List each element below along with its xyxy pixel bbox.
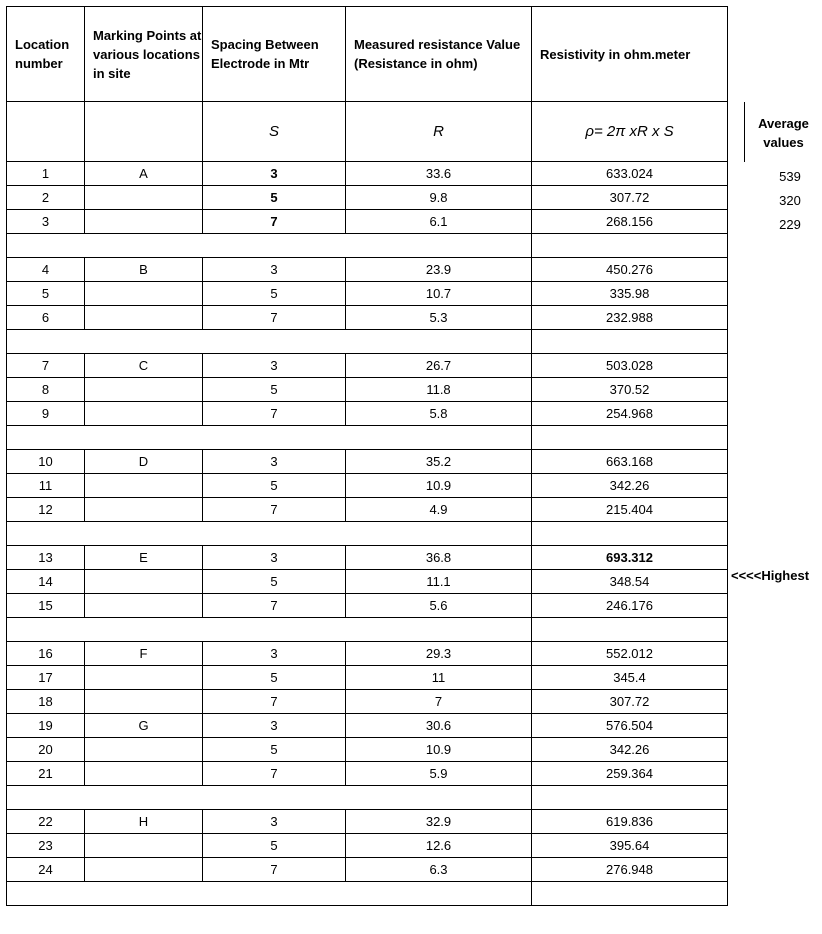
location-cell: 20	[7, 738, 85, 762]
spacer-row	[7, 426, 728, 450]
spacing-cell: 3	[203, 714, 346, 738]
marking-point-cell	[85, 210, 203, 234]
table-row	[7, 762, 728, 786]
resistivity-cell: 254.968	[532, 402, 728, 426]
spacer-cell	[7, 522, 532, 546]
table-row	[7, 642, 728, 666]
marking-point-cell: C	[85, 354, 203, 378]
resistivity-cell: 348.54	[532, 570, 728, 594]
location-cell: 18	[7, 690, 85, 714]
resistance-cell: 33.6	[346, 162, 532, 186]
marking-point-cell	[85, 498, 203, 522]
spacer-cell	[532, 426, 728, 450]
location-cell: 5	[7, 282, 85, 306]
spacing-cell: 5	[203, 378, 346, 402]
spacing-cell: 7	[203, 402, 346, 426]
marking-point-cell	[85, 834, 203, 858]
table-row	[7, 834, 728, 858]
spacing-cell: 7	[203, 858, 346, 882]
resistivity-cell: 693.312	[532, 546, 728, 570]
resistivity-cell: 342.26	[532, 474, 728, 498]
location-cell: 23	[7, 834, 85, 858]
spacer-cell	[7, 786, 532, 810]
table-row	[7, 570, 728, 594]
location-cell: 22	[7, 810, 85, 834]
spacer-cell	[532, 618, 728, 642]
table-row	[7, 306, 728, 330]
resistance-cell: 5.3	[346, 306, 532, 330]
table-row	[7, 258, 728, 282]
resistance-cell: 10.7	[346, 282, 532, 306]
table-row	[7, 738, 728, 762]
spacing-cell: 7	[203, 690, 346, 714]
resistivity-cell: 342.26	[532, 738, 728, 762]
resistance-cell: 4.9	[346, 498, 532, 522]
spacer-cell	[532, 234, 728, 258]
spacer-row	[7, 786, 728, 810]
resistance-cell: 5.8	[346, 402, 532, 426]
resistivity-cell: 450.276	[532, 258, 728, 282]
spacer-cell	[7, 618, 532, 642]
resistivity-cell: 395.64	[532, 834, 728, 858]
resistivity-cell: 552.012	[532, 642, 728, 666]
table-row	[7, 546, 728, 570]
resistance-cell: 10.9	[346, 738, 532, 762]
table-row	[7, 858, 728, 882]
resistivity-header: Resistivity in ohm.meter	[532, 7, 728, 102]
resistivity-cell: 307.72	[532, 690, 728, 714]
resistance-cell: 23.9	[346, 258, 532, 282]
resistance-cell: 29.3	[346, 642, 532, 666]
spacer-row	[7, 882, 728, 906]
marking-point-cell	[85, 594, 203, 618]
location-cell: 14	[7, 570, 85, 594]
spacing-symbol: S	[203, 102, 346, 162]
spacing-cell: 5	[203, 570, 346, 594]
resistance-symbol: R	[346, 102, 532, 162]
marking-point-cell	[85, 738, 203, 762]
spacing-header: Spacing Between Electrode in Mtr	[203, 7, 346, 102]
marking-point-cell: H	[85, 810, 203, 834]
location-cell: 4	[7, 258, 85, 282]
spacer-cell	[532, 330, 728, 354]
resistance-cell: 12.6	[346, 834, 532, 858]
resistivity-cell: 307.72	[532, 186, 728, 210]
resistivity-cell: 663.168	[532, 450, 728, 474]
resistivity-cell: 370.52	[532, 378, 728, 402]
location-cell: 13	[7, 546, 85, 570]
resistivity-cell: 276.948	[532, 858, 728, 882]
table-row	[7, 162, 728, 186]
table-row	[7, 498, 728, 522]
table-row	[7, 450, 728, 474]
table-row	[7, 402, 728, 426]
spacing-cell: 5	[203, 666, 346, 690]
spacing-cell: 7	[203, 762, 346, 786]
table-row	[7, 594, 728, 618]
spacing-cell: 7	[203, 210, 346, 234]
location-cell: 17	[7, 666, 85, 690]
symbol-row	[7, 102, 728, 162]
highest-note: <<<<Highest	[731, 568, 810, 583]
spacing-cell: 3	[203, 354, 346, 378]
resistivity-cell: 576.504	[532, 714, 728, 738]
marking-point-cell	[85, 402, 203, 426]
average-values-heading: Average values	[744, 102, 822, 162]
location-cell: 19	[7, 714, 85, 738]
marking-point-cell	[85, 186, 203, 210]
marking-point-cell	[85, 378, 203, 402]
table-row	[7, 282, 728, 306]
resistivity-cell: 633.024	[532, 162, 728, 186]
symbol-empty-2	[85, 102, 203, 162]
resistivity-cell: 215.404	[532, 498, 728, 522]
table-row	[7, 186, 728, 210]
location-cell: 9	[7, 402, 85, 426]
spacing-cell: 7	[203, 594, 346, 618]
resistivity-cell: 246.176	[532, 594, 728, 618]
marking-point-cell	[85, 474, 203, 498]
resistivity-cell: 232.988	[532, 306, 728, 330]
resistance-cell: 11	[346, 666, 532, 690]
header-row	[7, 7, 728, 102]
spacer-cell	[532, 882, 728, 906]
resistance-cell: 7	[346, 690, 532, 714]
resistivity-cell: 345.4	[532, 666, 728, 690]
marking-point-cell: E	[85, 546, 203, 570]
resistance-cell: 10.9	[346, 474, 532, 498]
marking-point-cell: G	[85, 714, 203, 738]
spacing-cell: 5	[203, 834, 346, 858]
resistance-cell: 6.1	[346, 210, 532, 234]
spacer-cell	[532, 522, 728, 546]
table-row	[7, 810, 728, 834]
spacing-cell: 7	[203, 306, 346, 330]
location-cell: 15	[7, 594, 85, 618]
marking-point-cell	[85, 306, 203, 330]
table-row	[7, 666, 728, 690]
resistance-cell: 36.8	[346, 546, 532, 570]
spacing-cell: 5	[203, 186, 346, 210]
marking-point-cell	[85, 690, 203, 714]
location-cell: 16	[7, 642, 85, 666]
average-value: 229	[779, 217, 801, 232]
spacing-cell: 5	[203, 282, 346, 306]
location-cell: 6	[7, 306, 85, 330]
spacer-cell	[7, 234, 532, 258]
resistivity-cell: 619.836	[532, 810, 728, 834]
table-row	[7, 354, 728, 378]
resistance-cell: 35.2	[346, 450, 532, 474]
resistivity-cell: 335.98	[532, 282, 728, 306]
marking-point-cell	[85, 282, 203, 306]
location-cell: 11	[7, 474, 85, 498]
table-row	[7, 474, 728, 498]
spacer-cell	[7, 882, 532, 906]
spacing-cell: 3	[203, 258, 346, 282]
location-cell: 3	[7, 210, 85, 234]
marking-header: Marking Points at various locations in site	[85, 7, 203, 102]
resistance-cell: 30.6	[346, 714, 532, 738]
resistance-cell: 11.1	[346, 570, 532, 594]
marking-point-cell: A	[85, 162, 203, 186]
marking-point-cell: B	[85, 258, 203, 282]
spacing-cell: 5	[203, 738, 346, 762]
table-row	[7, 690, 728, 714]
average-value: 320	[779, 193, 801, 208]
spacer-cell	[532, 786, 728, 810]
marking-point-cell	[85, 762, 203, 786]
resistivity-cell: 503.028	[532, 354, 728, 378]
marking-point-cell	[85, 570, 203, 594]
spacer-row	[7, 234, 728, 258]
resistance-cell: 26.7	[346, 354, 532, 378]
location-cell: 2	[7, 186, 85, 210]
resistance-cell: 32.9	[346, 810, 532, 834]
spacing-cell: 7	[203, 498, 346, 522]
location-cell: 12	[7, 498, 85, 522]
marking-point-cell	[85, 666, 203, 690]
marking-point-cell: F	[85, 642, 203, 666]
resistance-cell: 5.6	[346, 594, 532, 618]
resistance-cell: 6.3	[346, 858, 532, 882]
spacing-cell: 3	[203, 450, 346, 474]
spacer-row	[7, 618, 728, 642]
resistivity-cell: 259.364	[532, 762, 728, 786]
resistivity-table	[6, 6, 728, 906]
location-cell: 10	[7, 450, 85, 474]
average-value: 539	[779, 169, 801, 184]
table-body	[7, 162, 728, 906]
location-cell: 1	[7, 162, 85, 186]
resistance-cell: 9.8	[346, 186, 532, 210]
spacing-cell: 3	[203, 642, 346, 666]
table-row	[7, 714, 728, 738]
spacing-cell: 3	[203, 810, 346, 834]
spacing-cell: 3	[203, 162, 346, 186]
marking-point-cell	[85, 858, 203, 882]
location-header: Location number	[7, 7, 85, 102]
location-cell: 21	[7, 762, 85, 786]
resistivity-cell: 268.156	[532, 210, 728, 234]
location-cell: 24	[7, 858, 85, 882]
spacer-cell	[7, 426, 532, 450]
resistance-header: Measured resistance Value (Resistance in ohm)	[346, 7, 532, 102]
spacer-row	[7, 330, 728, 354]
table-row	[7, 378, 728, 402]
marking-point-cell: D	[85, 450, 203, 474]
resistance-cell: 11.8	[346, 378, 532, 402]
spacer-row	[7, 522, 728, 546]
resistance-cell: 5.9	[346, 762, 532, 786]
spacing-cell: 3	[203, 546, 346, 570]
location-cell: 7	[7, 354, 85, 378]
spacing-cell: 5	[203, 474, 346, 498]
symbol-empty-1	[7, 102, 85, 162]
resistivity-formula: ρ= 2π xR x S	[532, 102, 728, 162]
spacer-cell	[7, 330, 532, 354]
table-row	[7, 210, 728, 234]
location-cell: 8	[7, 378, 85, 402]
